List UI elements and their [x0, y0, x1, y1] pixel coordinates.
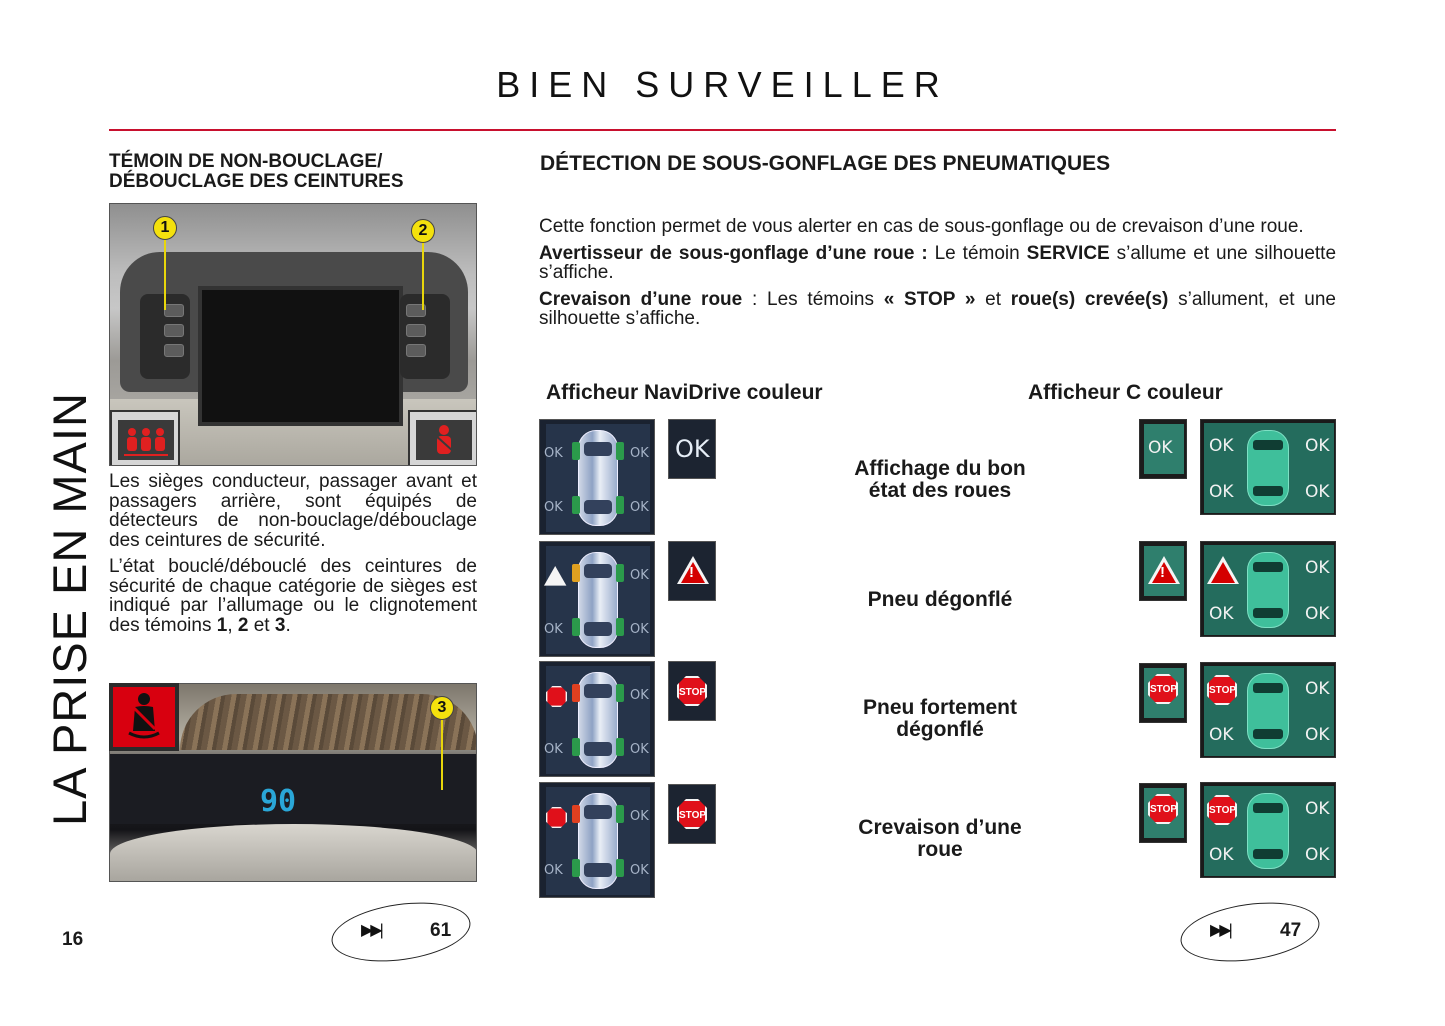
- c-display-car-deflated: OK OK OK: [1200, 541, 1336, 637]
- c-display-car-ok: OK OK OK OK: [1200, 419, 1336, 515]
- steering-wheel: [110, 824, 477, 882]
- reference-oval-left: [328, 895, 474, 970]
- row-label-puncture: Crevaison d’une roue: [858, 816, 1022, 861]
- c-display-ok-icon: OK: [1139, 419, 1187, 479]
- navidrive-car-puncture: OK OK OK: [539, 782, 655, 898]
- reference-page-left[interactable]: 61: [430, 920, 452, 941]
- navidrive-ok-icon: OK: [668, 419, 716, 479]
- cluster-speed-readout: 90: [260, 784, 297, 819]
- c-display-column-header: Afficheur C couleur: [1028, 381, 1223, 404]
- title-rule: [109, 129, 1336, 131]
- navidrive-warning-icon: !: [668, 541, 716, 601]
- c-display-stop-icon: STOP: [1139, 663, 1187, 723]
- row-label-good-state: Affichage du bon état des roues: [854, 457, 1026, 502]
- row-label-heavily-deflated: Pneu fortement dégonflé: [862, 696, 1017, 741]
- callout-3: 3: [430, 696, 454, 720]
- navidrive-car-ok: OK OK OK OK: [539, 419, 655, 535]
- seatbelt-heading-line1: TÉMOIN DE NON-BOUCLAGE/: [109, 151, 383, 172]
- fast-forward-icon: ▶▶|: [1210, 922, 1230, 939]
- tyre-underinflation-para: Avertisseur de sous-gonflage d’une roue : Le témoin SERVICE s’allume et une silhouette s’affiche.: [539, 242, 1337, 283]
- row-label-deflated: Pneu dégonflé: [867, 588, 1013, 611]
- reference-oval-right: [1177, 895, 1323, 970]
- c-display-puncture-stop-icon: STOP: [1139, 783, 1187, 843]
- fast-forward-icon: ▶▶|: [361, 922, 381, 939]
- navidrive-stop-icon: STOP: [668, 661, 716, 721]
- navidrive-car-deflated: OK OK OK: [539, 541, 655, 657]
- tyre-heading: DÉTECTION DE SOUS-GONFLAGE DES PNEUMATIQUES: [540, 152, 1111, 175]
- stop-icon: [546, 807, 567, 828]
- driver-seatbelt-warning-tile: [109, 683, 179, 751]
- dashboard-screen: [198, 286, 403, 426]
- rear-passengers-belt-icon: [118, 420, 174, 460]
- seatbelt-description: [109, 472, 477, 642]
- side-section-label: LA PRISE EN MAIN: [43, 392, 96, 826]
- seatbelt-para1: Les sièges conducteur, passager avant et passagers arrière, sont équipés de détecteurs de non-bouclage/débouclage des ceintures de sécurité.: [109, 471, 477, 551]
- c-display-car-puncture: STOP OK OK OK: [1200, 782, 1336, 878]
- reference-page-right[interactable]: 47: [1280, 920, 1302, 941]
- callout-1: 1: [153, 216, 177, 240]
- c-display-warning-icon: !: [1139, 541, 1187, 601]
- c-display-car-heavily-deflated: STOP OK OK OK: [1200, 662, 1336, 758]
- stop-icon: [546, 686, 567, 707]
- navidrive-car-heavily-deflated: OK OK OK: [539, 661, 655, 777]
- right-button-pod: [400, 294, 450, 379]
- navidrive-column-header: Afficheur NaviDrive couleur: [546, 381, 823, 404]
- rear-seatbelt-warning-tile: [110, 410, 180, 466]
- navidrive-puncture-stop-icon: STOP: [668, 784, 716, 844]
- passenger-seatbelt-warning-tile: [408, 410, 477, 466]
- page-title: BIEN SURVEILLER: [496, 64, 949, 105]
- driver-belt-icon: [113, 687, 175, 747]
- warning-triangle-icon: [544, 566, 566, 586]
- passenger-belt-icon: [416, 420, 472, 460]
- tyre-description: [539, 217, 1336, 336]
- tyre-intro: Cette fonction permet de vous alerter en cas de sous-gonflage ou de crevaison d’une roue.: [539, 216, 1304, 237]
- dashboard-photo: [109, 203, 477, 466]
- tyre-puncture-para: Crevaison d’une roue : Les témoins « STOP » et roue(s) crevée(s) s’allument, et une silhouette s’affiche.: [539, 288, 1337, 329]
- callout-2: 2: [411, 219, 435, 243]
- seatbelt-para2: L’état bouclé/débouclé des ceintures de sécurité de chaque catégorie de sièges est indiqué par l’allumage ou le clignotement des témoins 1, 2 et 3.: [109, 556, 477, 636]
- seatbelt-heading-line2: DÉBOUCLAGE DES CEINTURES: [109, 171, 404, 192]
- page-number: 16: [62, 929, 84, 950]
- seatbelt-heading: [109, 152, 489, 192]
